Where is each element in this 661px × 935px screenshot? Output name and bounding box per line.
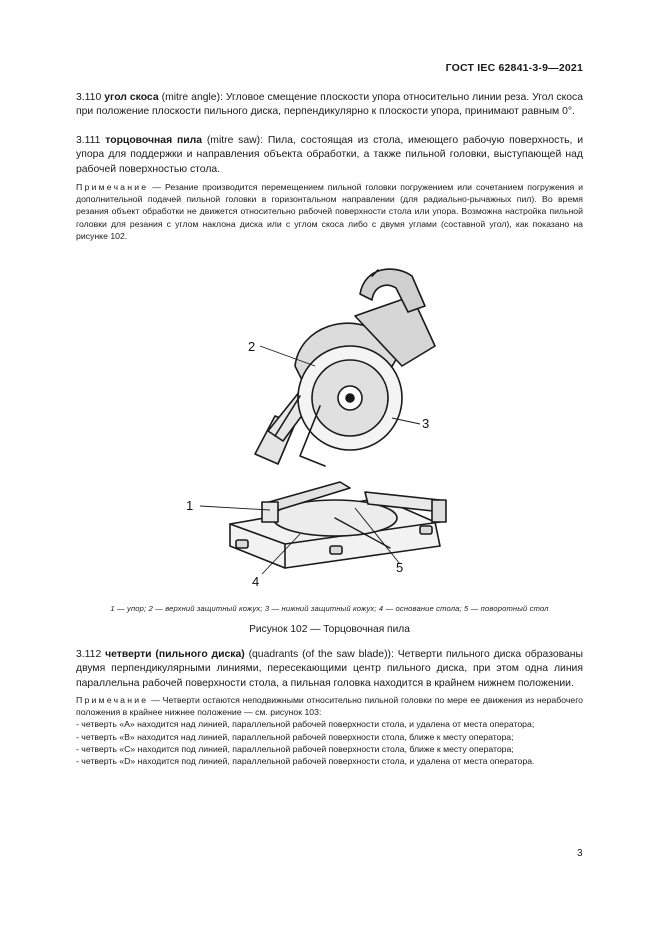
definition-3-112	[76, 648, 583, 691]
definition-text: (mitre saw): Пила, состоящая из стола, имеющего рабочую поверхность, и упора для поддержки и направления объекта обработки, а также пильной головки, выступающей над рабочей поверхностью стола.	[76, 135, 583, 175]
term: торцовочная пила	[105, 135, 203, 146]
clause-number: 3.112	[76, 649, 102, 660]
figure-label-3: 3	[422, 416, 430, 431]
figure-label-1: 1	[186, 498, 194, 513]
term: угол скоса	[104, 92, 159, 103]
note-text: — Резание производится перемещением пильной головки погружением или сочетанием погружения и дополнительной подачей пильной головки в горизонтальном направлении (для радиально-рычажных пил). Во время резания объект обработки не движется относительно рабочей поверхности стола или упора. Возможна настройка пильной головки для резания с углом наклона диска или с углом скоса либо с двумя углами (составной угол), как показано на рисунке 102.	[76, 182, 583, 241]
page-number: 3	[577, 848, 583, 859]
note-text: — Четверти остаются неподвижными относительно пильной головки по мере ее движения из нерабочего положения в крайнее нижнее положение — см. рисунок 103:	[76, 695, 584, 718]
term: четверти (пильного диска)	[105, 649, 245, 660]
clause-number: 3.110	[76, 92, 102, 103]
note-label: Примечание	[76, 695, 149, 705]
note-list-item: - четверть «B» находится над линией, параллельной рабочей поверхности стола, ближе к месту оператора;	[76, 731, 514, 742]
standard-header: ГОСТ IEC 62841-3-9—2021	[445, 62, 583, 74]
definition-3-110	[76, 91, 583, 120]
definition-3-111	[76, 134, 583, 177]
definition-text: (mitre angle): Угловое смещение плоскости упора относительно линии реза. Угол скоса при положение плоскости пильного диска, перпендикулярно к плоскости упора, принимают равным 0°.	[76, 92, 583, 118]
note-list-item: - четверть «A» находится над линией, параллельной рабочей поверхности стола, и удалена от места оператора;	[76, 719, 535, 730]
figure-label-2: 2	[248, 339, 256, 354]
note-2	[76, 694, 583, 767]
note-list-item: - четверть «C» находится под линией, параллельной рабочей поверхности стола, ближе к месту оператора;	[76, 743, 514, 754]
clause-number: 3.111	[76, 135, 101, 146]
note-1	[76, 181, 583, 242]
figure-caption: Рисунок 102 — Торцовочная пила	[249, 624, 410, 635]
definition-text: (quadrants (of the saw blade)): Четверти пильного диска образованы двумя перпендикулярными линиями, пересекающими центр пильного диска, при этом одна линия параллельна рабочей поверхности стола, а пильная головка находится в крайнем нижнем положении.	[76, 649, 584, 689]
figure-label-5: 5	[396, 560, 404, 575]
mitre-saw-drawing	[230, 269, 446, 568]
note-label: Примечание	[76, 182, 149, 192]
note-intro	[76, 694, 583, 718]
figure-legend: 1 — упор; 2 — верхний защитный кожух; 3 — нижний защитный кожух; 4 — основание стола; 5 — поворотный стол	[110, 604, 549, 613]
figure-label-4: 4	[252, 574, 260, 589]
mitre-saw-figure	[150, 256, 530, 596]
note-list-item: - четверть «D» находится под линией, параллельной рабочей поверхности стола, и удалена от места оператора.	[76, 756, 535, 767]
